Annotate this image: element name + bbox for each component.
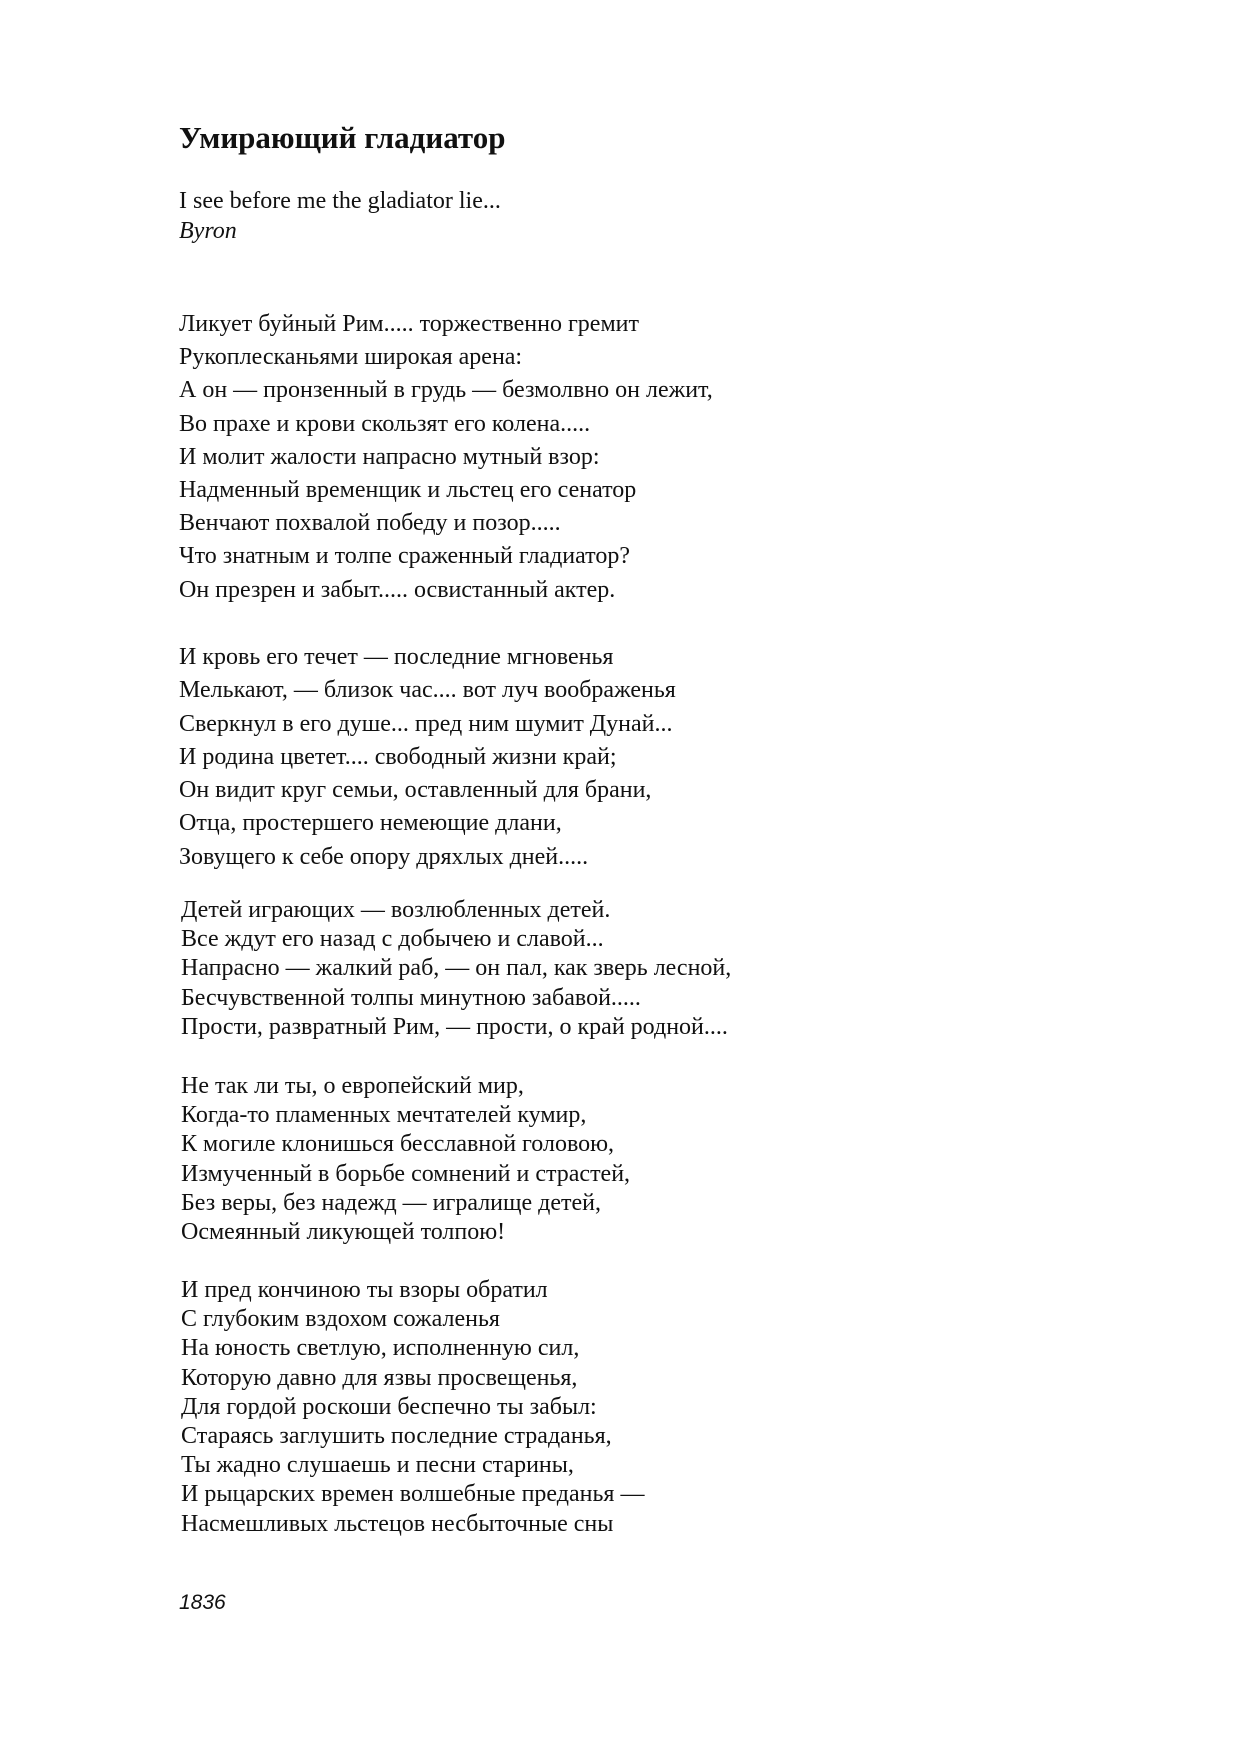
verse-line: Напрасно — жалкий раб, — он пал, как зверь лесной,	[181, 955, 732, 982]
stanza-5	[181, 1276, 644, 1539]
verse-line: К могиле клонишься бесславной головою,	[181, 1131, 615, 1158]
verse-line: Что знатным и толпе сраженный гладиатор?	[179, 543, 630, 570]
epigraph-text: I see before me the gladiator lie...	[179, 188, 501, 214]
epigraph-author: Byron	[179, 218, 237, 244]
stanza-4	[181, 1072, 630, 1247]
verse-line: Прости, развратный Рим, — прости, о край родной....	[181, 1013, 728, 1040]
verse-line: Измученный в борьбе сомнений и страстей,	[181, 1160, 631, 1187]
verse-line: Во прахе и крови скользят его колена.....	[179, 410, 591, 437]
stanza-3	[181, 896, 731, 1042]
verse-line: На юность светлую, исполненную сил,	[181, 1335, 580, 1362]
verse-line: Бесчувственной толпы минутною забавой.....	[181, 984, 641, 1011]
verse-line: Надменный временщик и льстец его сенатор	[179, 477, 637, 504]
verse-line: Которую давно для язвы просвещенья,	[181, 1364, 578, 1391]
verse-line: Стараясь заглушить последние страданья,	[181, 1423, 612, 1450]
verse-line: Он видит круг семьи, оставленный для брани,	[179, 777, 652, 804]
verse-line: Осмеянный ликующей толпою!	[181, 1219, 506, 1246]
verse-line: Рукоплесканьями широкая арена:	[179, 344, 523, 371]
verse-line: И родина цветет.... свободный жизни край;	[179, 743, 617, 770]
verse-line: И кровь его течет — последние мгновенья	[179, 644, 614, 670]
verse-line: Когда-то пламенных мечтателей кумир,	[181, 1102, 587, 1129]
verse-line: Он презрен и забыт..... освистанный актер.	[179, 576, 616, 603]
verse-line: Зовущего к себе опору дряхлых дней.....	[179, 843, 589, 870]
stanza-2	[179, 641, 676, 874]
verse-line: Сверкнул в его душе... пред ним шумит Дунай...	[179, 710, 673, 737]
epigraph	[179, 186, 501, 246]
verse-line: И молит жалости напрасно мутный взор:	[179, 443, 600, 470]
verse-line: А он — пронзенный в грудь — безмолвно он лежит,	[179, 377, 713, 404]
verse-line: И пред кончиною ты взоры обратил	[181, 1277, 548, 1303]
poem-title: Умирающий гладиатор	[179, 120, 506, 155]
verse-line: Не так ли ты, о европейский мир,	[181, 1073, 524, 1099]
verse-line: Отца, простершего немеющие длани,	[179, 810, 562, 837]
verse-line: Ликует буйный Рим..... торжественно гремит	[179, 311, 639, 337]
verse-line: Детей играющих — возлюбленных детей.	[181, 897, 611, 923]
verse-line: Мелькают, — близок час.... вот луч воображенья	[179, 677, 676, 704]
verse-line: Насмешливых льстецов несбыточные сны	[181, 1510, 614, 1537]
verse-line: Ты жадно слушаешь и песни старины,	[181, 1452, 574, 1479]
verse-line: Все ждут его назад с добычею и славой...	[181, 926, 604, 953]
verse-line: С глубоким вздохом сожаленья	[181, 1306, 500, 1333]
verse-line: Без веры, без надежд — игралище детей,	[181, 1189, 601, 1216]
poem-year: 1836	[179, 1591, 226, 1614]
stanza-1	[179, 308, 713, 607]
verse-line: И рыцарских времен волшебные преданья —	[181, 1481, 645, 1508]
verse-line: Венчают похвалой победу и позор.....	[179, 510, 561, 537]
verse-line: Для гордой роскоши беспечно ты забыл:	[181, 1393, 597, 1420]
